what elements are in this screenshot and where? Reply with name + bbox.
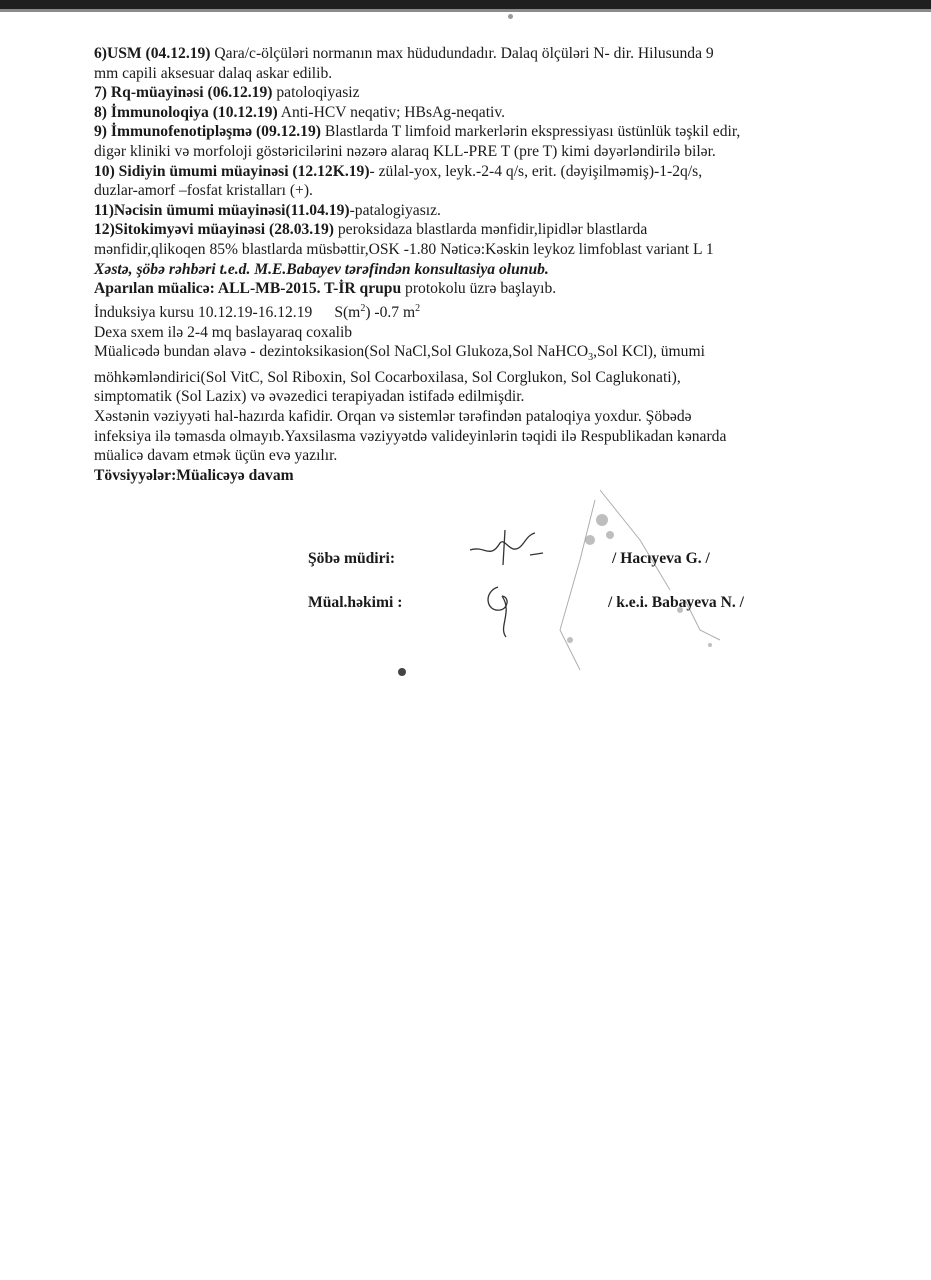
exam-line: 8) İmmunoloqiya (10.12.19) Anti-HCV neqativ; HBsAg-neqativ. — [94, 103, 506, 121]
body-line: infeksiya ilə təmasda olmayıb.Yaxsilasma vəziyyətdə valideyinlərin təqidi ilə Respublikadan kənarda — [94, 427, 727, 445]
body-line: simptomatik (Sol Lazix) və əvəzedici terapiyadan istifadə edilmişdir. — [94, 388, 525, 406]
exam-line: 9) İmmunofenotipləşmə (09.12.19) Blastlarda T limfoid markerlərin ekspressiyası üstünlük təşkil edir, — [94, 123, 741, 141]
exam-line: 11)Nəcisin ümumi müayinəsi(11.04.19)-patalogiyasız. — [94, 201, 441, 219]
body-line: möhkəmləndirici(Sol VitC, Sol Riboxin, Sol Cocarboxilasa, Sol Corglukon, Sol Caglukonati), — [94, 368, 681, 386]
recommendation: Tövsiyyələr:Müalicəyə davam — [94, 466, 294, 484]
exam-line: 12)Sitokimyəvi müayinəsi (28.03.19) peroksidaza blastlarda mənfidir,lipidlər blastlarda — [94, 221, 648, 239]
scan-top-edge — [0, 0, 931, 9]
head-of-department-label: Şöbə müdiri: — [308, 550, 396, 567]
scan-top-edge-shadow — [0, 9, 931, 12]
stamp-mark — [520, 480, 760, 680]
ink-speck — [398, 668, 406, 676]
document-body — [94, 44, 844, 485]
doctor-signature — [478, 582, 528, 642]
attending-doctor-name: / k.e.i. Babayeva N. / — [608, 594, 745, 611]
head-of-department-name: / Hacıyeva G. / — [612, 550, 710, 567]
attending-doctor-label: Müal.həkimi : — [308, 594, 403, 611]
exam-line: 7) Rq-müayinəsi (06.12.19) patoloqiyasiz — [94, 84, 360, 102]
consultation-note: Xəstə, şöbə rəhbəri t.e.d. M.E.Babayev tərəfindən konsultasiya olunub. — [94, 260, 549, 278]
body-line: müalicə davam etmək üçün evə yazılır. — [94, 447, 338, 465]
exam-line: mm capili aksesuar dalaq askar edilib. — [94, 64, 333, 82]
body-line: Dexa sxem ilə 2-4 mq baslayaraq coxalib — [94, 323, 353, 341]
exam-line: duzlar-amorf –fosfat kristalları (+). — [94, 182, 313, 200]
exam-line: digər kliniki və morfoloji göstəricilərini nəzərə alaraq KLL-PRE T (pre T) kimi dəyərləndirilə bilər. — [94, 142, 716, 160]
exam-line: 6)USM (04.12.19) Qara/c-ölçüləri normanın max hüdudundadır. Dalaq ölçüləri N- dir. Hilusunda 9 — [94, 45, 714, 62]
ink-speck — [508, 14, 513, 19]
body-line: Xəstənin vəziyyəti hal-hazırda kafidir. Orqan və sistemlər tərəfindən pataloqiya yoxdur. Şöbədə — [94, 407, 692, 425]
head-signature — [465, 525, 545, 570]
body-line: Müalicədə bundan əlavə - dezintoksikasion(Sol NaCl,Sol Glukoza,Sol NaHCO$_3$,Sol KCl), ümumi — [94, 343, 705, 364]
induction-line: İnduksiya kursu 10.12.19-16.12.19 $S(m^2)$ -0.7 $m^2$ — [94, 302, 421, 321]
exam-line: 10) Sidiyin ümumi müayinəsi (12.12K.19)- zülal-yox, leyk.-2-4 q/s, erit. (dəyişilməmiş)-1-2q/s, — [94, 162, 703, 180]
treatment-line: Aparılan müalicə: ALL-MB-2015. T-İR qrupu protokolu üzrə başlayıb. — [94, 280, 557, 298]
exam-line: mənfidir,qlikoqen 85% blastlarda müsbəttir,OSK -1.80 Nəticə:Kəskin leykoz limfoblast variant L 1 — [94, 240, 714, 258]
